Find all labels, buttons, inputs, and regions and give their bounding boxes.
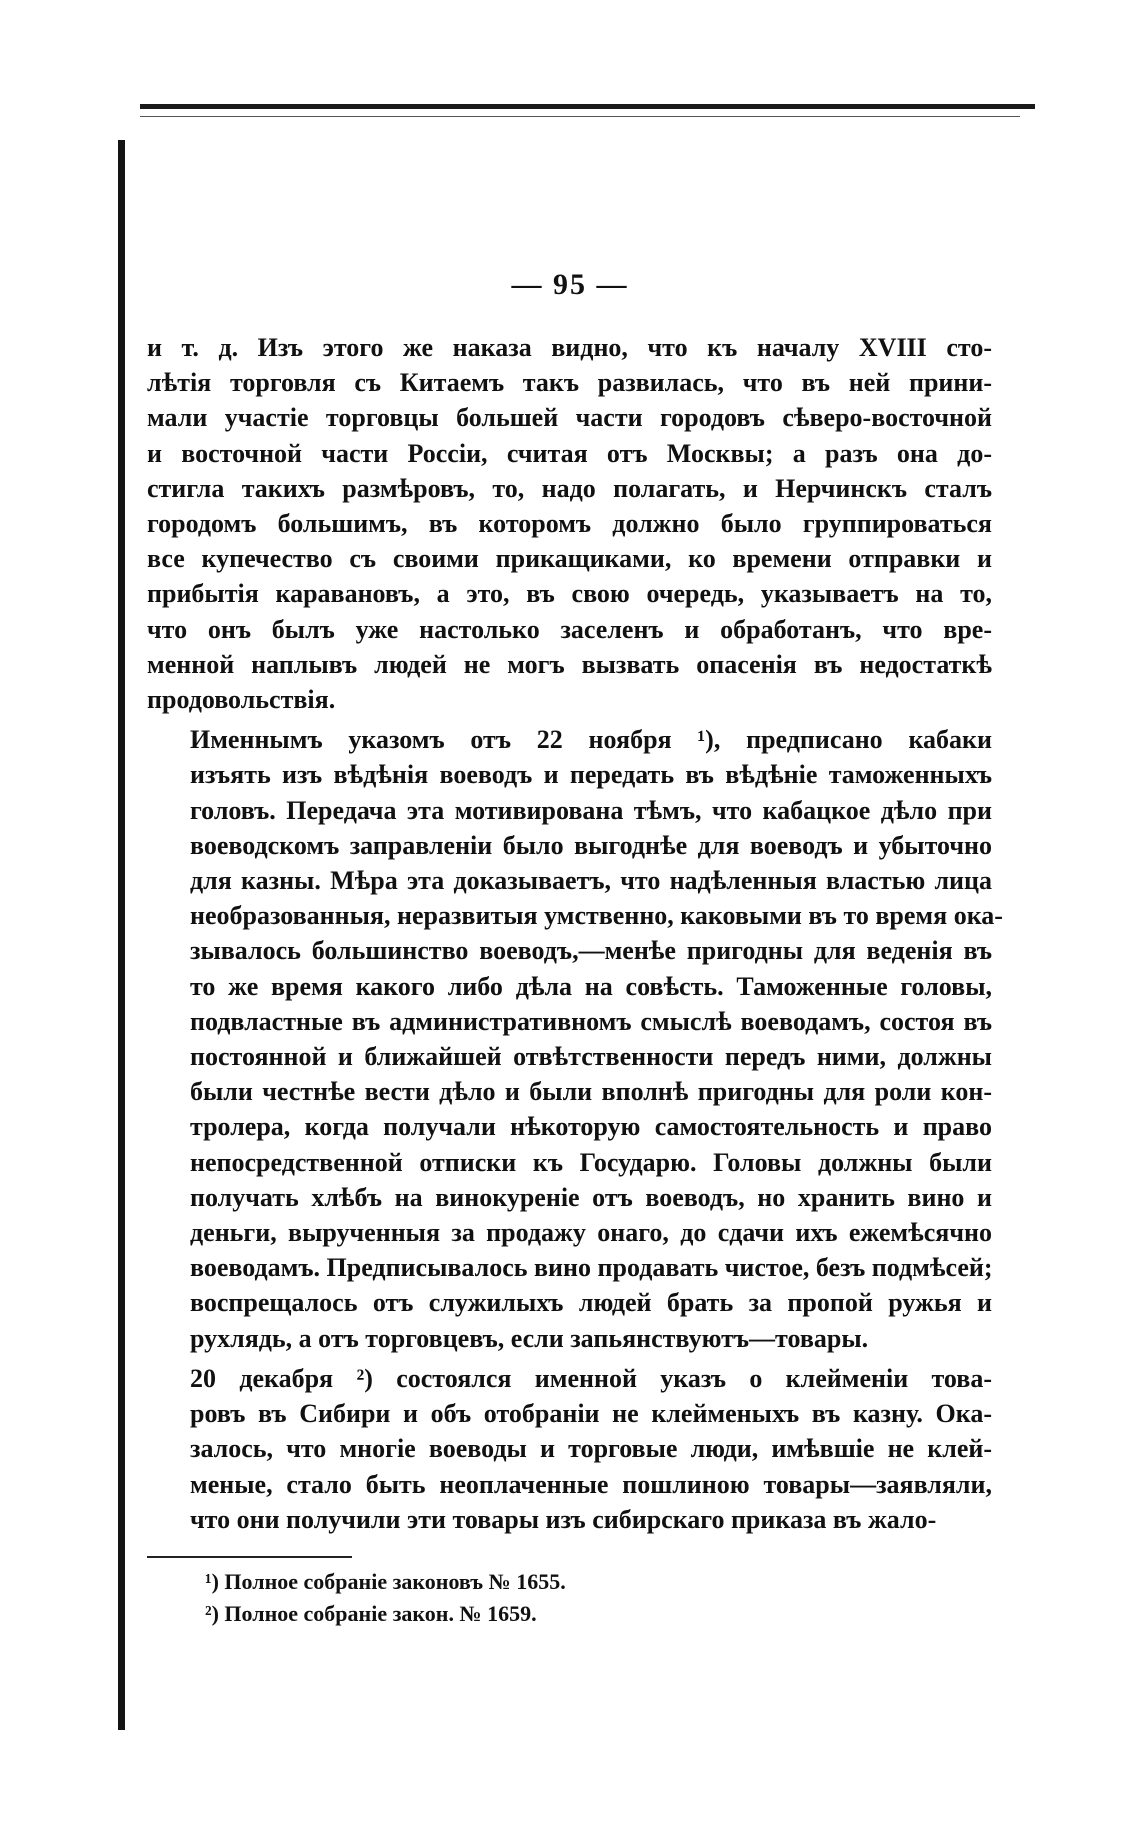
text-line: меные, стало быть неоплаченные пошлиною товары—заявляли, [190, 1469, 992, 1499]
footnote: ²) Полное собраніе закон. № 1659. [205, 1601, 537, 1626]
top-edge-thin-rule [140, 116, 1020, 117]
text-line: постоянной и ближайшей отвѣтственности передъ ними, должны [190, 1042, 992, 1072]
paragraph [147, 1361, 992, 1537]
text-line: что они получили эти товары изъ сибирскаго приказа въ жало- [190, 1504, 937, 1534]
body-text [147, 330, 1003, 1537]
text-line: менной наплывъ людей не могъ вызвать опасенія въ недостаткѣ [147, 649, 992, 679]
text-line: и т. д. Изъ этого же наказа видно, что къ началу XVIII сто- [147, 333, 992, 362]
text-line: продовольствія. [147, 685, 336, 715]
text-line: были честнѣе вести дѣло и были вполнѣ пригодны для роли кон- [190, 1077, 992, 1107]
text-line: изъять изъ вѣдѣнія воеводъ и передать въ вѣдѣніе таможенныхъ [190, 760, 992, 790]
top-edge-rule [140, 104, 1035, 109]
paragraph [147, 722, 1003, 1356]
text-line: Именнымъ указомъ отъ 22 ноября ¹), предписано кабаки [190, 725, 992, 755]
text-line: необразованныя, неразвитыя умственно, каковыми въ то время ока- [190, 901, 1003, 931]
text-line: лѣтія торговля съ Китаемъ такъ развилась, что въ ней прини- [147, 368, 992, 398]
text-line: рухлядь, а отъ торговцевъ, если запьянствуютъ—товары. [190, 1323, 869, 1353]
footnote-divider [147, 1556, 352, 1558]
text-line: тролера, когда получали нѣкоторую самостоятельность и право [190, 1112, 992, 1142]
text-line: для казны. Мѣра эта доказываетъ, что надѣленныя властью лица [190, 866, 992, 896]
text-line: воеводскомъ заправленіи было выгоднѣе для воеводъ и убыточно [190, 830, 992, 860]
text-line: прибытія каравановъ, а это, въ свою очередь, указываетъ на то, [147, 579, 992, 609]
text-line: мали участіе торговцы большей части городовъ сѣверо-восточной [147, 403, 992, 433]
left-binding-edge [118, 140, 125, 1730]
text-line: воспрещалось отъ служилыхъ людей брать за пропой ружья и [190, 1288, 992, 1318]
text-line: подвластные въ административномъ смыслѣ воеводамъ, состоя въ [190, 1006, 992, 1036]
text-line: то же время какого либо дѣла на совѣсть. Таможенные головы, [190, 971, 992, 1001]
text-line: ровъ въ Сибири и объ отобраніи не клейменыхъ въ казну. Ока- [190, 1399, 992, 1429]
text-line: залось, что многіе воеводы и торговые люди, имѣвшіе не клей- [190, 1434, 992, 1464]
text-line: воеводамъ. Предписывалось вино продавать чистое, безъ подмѣсей; [190, 1253, 993, 1283]
text-line: получать хлѣбъ на винокуреніе отъ воеводъ, но хранить вино и [190, 1182, 992, 1212]
text-line: что онъ былъ уже настолько заселенъ и обработанъ, что вре- [147, 614, 992, 644]
page-number: — 95 — [511, 268, 629, 301]
text-line: непосредственной отписки къ Государю. Головы должны были [190, 1147, 992, 1177]
text-line: деньги, вырученныя за продажу онаго, до сдачи ихъ ежемѣсячно [190, 1218, 992, 1248]
footnote: ¹) Полное собраніе законовъ № 1655. [205, 1569, 566, 1594]
text-line: стигла такихъ размѣровъ, то, надо полагать, и Нерчинскъ сталъ [147, 473, 992, 503]
text-line: зывалось большинство воеводъ,—менѣе пригодны для веденія въ [190, 936, 992, 966]
text-line: и восточной части Россіи, считая отъ Москвы; а разъ она до- [147, 438, 992, 468]
text-line: 20 декабря ²) состоялся именной указъ о клейменіи това- [190, 1363, 992, 1393]
paragraph [147, 330, 992, 717]
text-line: все купечество съ своими прикащиками, ко времени отправки и [147, 544, 992, 574]
text-line: головъ. Передача эта мотивирована тѣмъ, что кабацкое дѣло при [190, 795, 992, 825]
text-line: городомъ большимъ, въ которомъ должно было группироваться [147, 509, 992, 539]
footnotes [205, 1566, 905, 1630]
